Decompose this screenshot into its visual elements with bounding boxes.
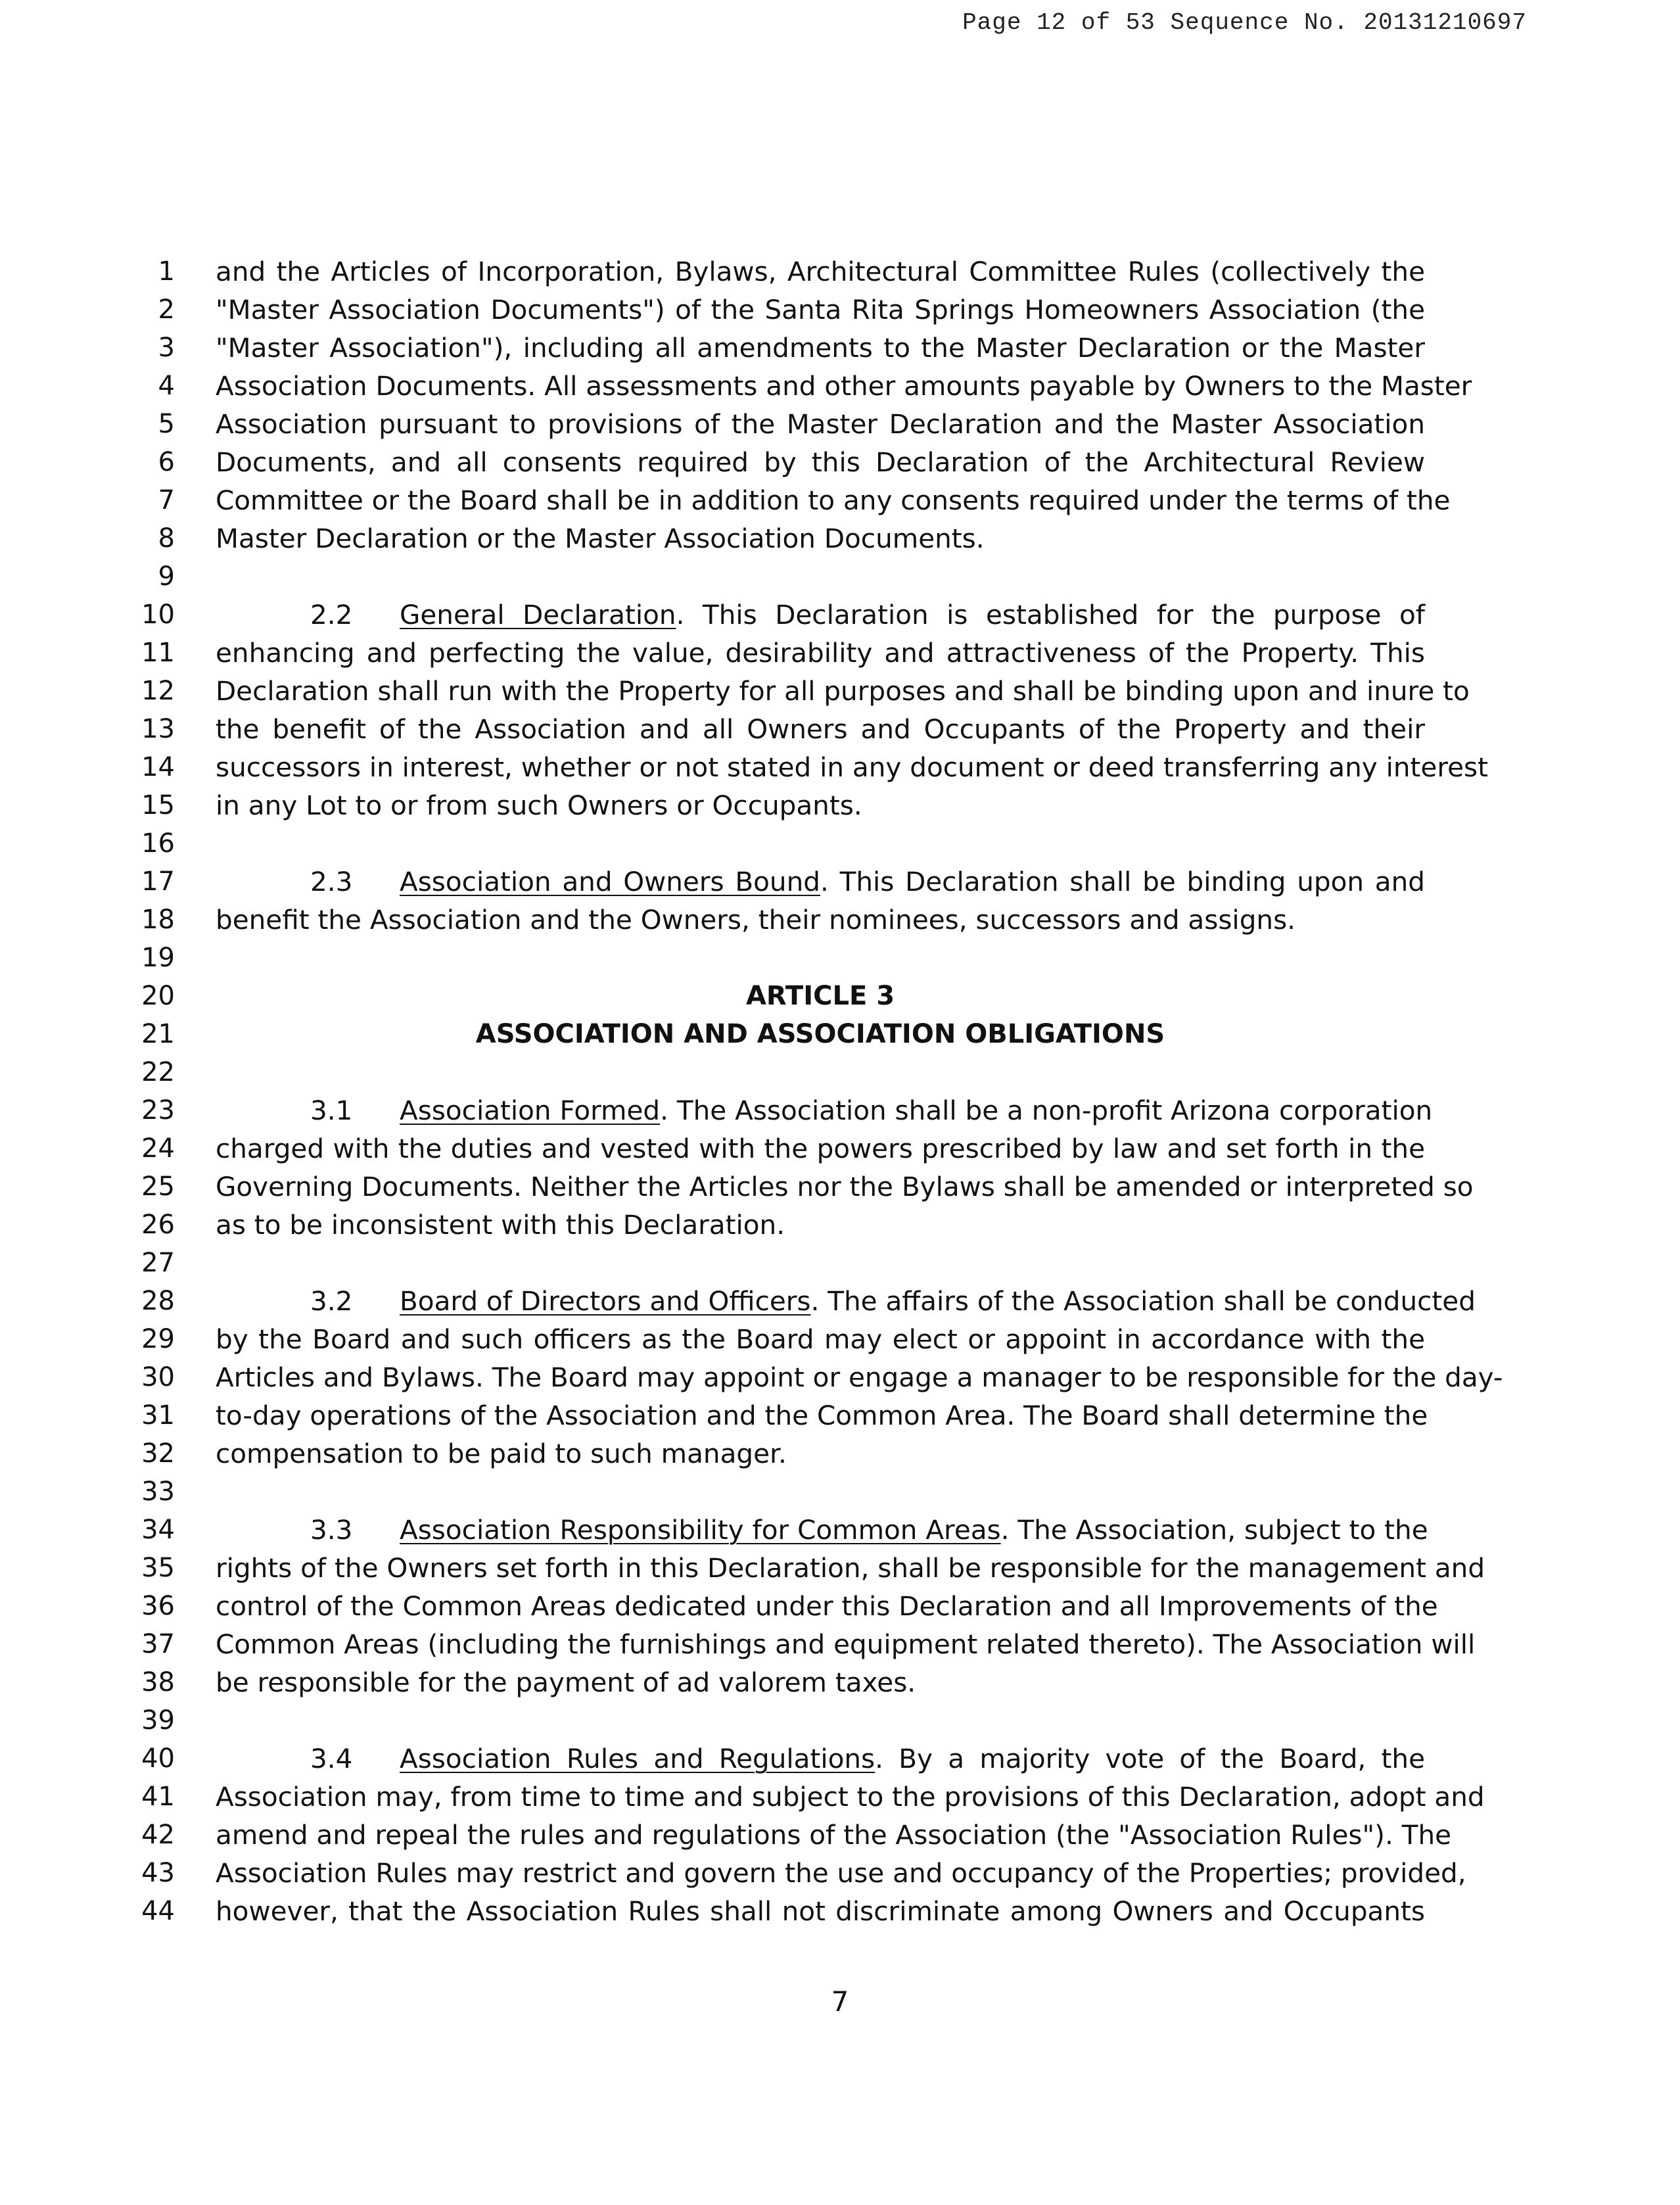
section-title: Association Rules and Regulations bbox=[400, 1743, 875, 1774]
section-title: General Declaration bbox=[400, 599, 676, 630]
line-number: 30 bbox=[141, 1362, 175, 1392]
section-number: 2.3 bbox=[310, 866, 353, 897]
line-number: 43 bbox=[141, 1858, 175, 1888]
article-title: ARTICLE 3 bbox=[745, 981, 895, 1011]
line-number: 14 bbox=[141, 752, 175, 782]
text-line-32: compensation to be paid to such manager. bbox=[216, 1438, 787, 1469]
section-title: Association Responsibility for Common Areas bbox=[400, 1514, 1001, 1546]
line-number: 3 bbox=[158, 333, 175, 363]
line-number: 6 bbox=[158, 447, 175, 477]
text-line-1: and the Articles of Incorporation, Bylaws, Architectural Committee Rules (collectively the bbox=[216, 256, 1425, 287]
page-number: 7 bbox=[831, 1985, 849, 2018]
section-title: Association Formed bbox=[400, 1095, 661, 1126]
text-line-18: benefit the Association and the Owners, their nominees, successors and assigns. bbox=[216, 904, 1296, 936]
line-number: 1 bbox=[158, 256, 175, 287]
text-line-4: Association Documents. All assessments and other amounts payable by Owners to the Master bbox=[216, 370, 1472, 402]
section-text: . The Association shall be a non-profit Arizona corporation bbox=[660, 1095, 1433, 1126]
section-title: Board of Directors and Officers bbox=[400, 1285, 811, 1317]
text-line-5: Association pursuant to provisions of the Master Declaration and the Master Association bbox=[216, 408, 1425, 440]
text-line-44: however, that the Association Rules shall not discriminate among Owners and Occupants bbox=[216, 1895, 1425, 1927]
line-number: 11 bbox=[141, 638, 175, 668]
line-number: 18 bbox=[141, 905, 175, 935]
line-number: 21 bbox=[141, 1019, 175, 1049]
line-number: 15 bbox=[141, 790, 175, 820]
line-number: 8 bbox=[158, 523, 175, 554]
text-line-35: rights of the Owners set forth in this Declaration, shall be responsible for the management and bbox=[216, 1552, 1485, 1584]
section-3-2-heading-line bbox=[310, 1282, 1476, 1320]
text-line-2: "Master Association Documents") of the Santa Rita Springs Homeowners Association (the bbox=[216, 294, 1425, 325]
text-line-30: Articles and Bylaws. The Board may appoint or engage a manager to be responsible for the day- bbox=[216, 1362, 1503, 1393]
line-number: 39 bbox=[141, 1705, 175, 1736]
text-line-24: charged with the duties and vested with the powers prescribed by law and set forth in the bbox=[216, 1133, 1425, 1164]
text-line-8: Master Declaration or the Master Association Documents. bbox=[216, 523, 985, 554]
section-number: 3.3 bbox=[310, 1514, 353, 1546]
text-line-37: Common Areas (including the furnishings and equipment related thereto). The Association will bbox=[216, 1628, 1476, 1660]
section-number: 2.2 bbox=[310, 599, 353, 630]
line-number: 16 bbox=[141, 828, 175, 859]
line-number: 17 bbox=[141, 866, 175, 897]
line-number: 12 bbox=[141, 676, 175, 706]
line-number: 36 bbox=[141, 1591, 175, 1621]
line-number: 35 bbox=[141, 1553, 175, 1583]
line-number: 7 bbox=[158, 485, 175, 515]
text-line-38: be responsible for the payment of ad valorem taxes. bbox=[216, 1667, 916, 1698]
line-number: 34 bbox=[141, 1515, 175, 1545]
text-line-29: by the Board and such officers as the Board may elect or appoint in accordance with the bbox=[216, 1323, 1425, 1355]
text-line-25: Governing Documents. Neither the Articles nor the Bylaws shall be amended or interpreted so bbox=[216, 1171, 1474, 1202]
line-number: 31 bbox=[141, 1400, 175, 1431]
text-line-3: "Master Association"), including all amendments to the Master Declaration or the Master bbox=[216, 332, 1425, 364]
line-number: 9 bbox=[158, 561, 175, 592]
text-line-11: enhancing and perfecting the value, desirability and attractiveness of the Property. This bbox=[216, 637, 1425, 669]
line-number: 5 bbox=[158, 409, 175, 439]
section-text: . This Declaration is established for the purpose of bbox=[676, 599, 1425, 630]
text-line-14: successors in interest, whether or not stated in any document or deed transferring any interest bbox=[216, 751, 1488, 783]
line-number: 40 bbox=[141, 1743, 175, 1774]
line-number: 37 bbox=[141, 1629, 175, 1659]
line-number: 23 bbox=[141, 1095, 175, 1126]
section-3-4-heading-line bbox=[310, 1740, 1425, 1778]
text-line-13: the benefit of the Association and all Owners and Occupants of the Property and their bbox=[216, 713, 1425, 745]
text-line-43: Association Rules may restrict and govern the use and occupancy of the Properties; provided, bbox=[216, 1857, 1466, 1889]
line-number: 24 bbox=[141, 1133, 175, 1164]
line-number: 10 bbox=[141, 600, 175, 630]
line-number: 13 bbox=[141, 714, 175, 744]
text-line-26: as to be inconsistent with this Declaration. bbox=[216, 1209, 785, 1241]
line-number: 27 bbox=[141, 1248, 175, 1278]
text-line-15: in any Lot to or from such Owners or Occupants. bbox=[216, 790, 862, 821]
line-number: 42 bbox=[141, 1820, 175, 1850]
line-number: 4 bbox=[158, 371, 175, 401]
line-number: 19 bbox=[141, 943, 175, 973]
section-text: . This Declaration shall be binding upon and bbox=[820, 866, 1425, 897]
section-text: . The Association, subject to the bbox=[1000, 1514, 1428, 1546]
section-2-3-heading-line bbox=[310, 863, 1425, 901]
line-number: 32 bbox=[141, 1438, 175, 1469]
section-2-2-heading-line bbox=[310, 596, 1425, 634]
section-title: Association and Owners Bound bbox=[400, 866, 820, 897]
line-number: 28 bbox=[141, 1286, 175, 1316]
line-number: 33 bbox=[141, 1477, 175, 1507]
text-line-6: Documents, and all consents required by this Declaration of the Architectural Review bbox=[216, 446, 1425, 478]
section-number: 3.4 bbox=[310, 1743, 353, 1774]
text-line-42: amend and repeal the rules and regulations of the Association (the "Association Rules"). The bbox=[216, 1819, 1452, 1851]
line-number: 2 bbox=[158, 295, 175, 325]
section-3-3-heading-line bbox=[310, 1511, 1428, 1549]
text-line-12: Declaration shall run with the Property for all purposes and shall be binding upon and inure to bbox=[216, 675, 1470, 707]
text-line-7: Committee or the Board shall be in addition to any consents required under the terms of the bbox=[216, 485, 1451, 516]
article-subtitle: ASSOCIATION AND ASSOCIATION OBLIGATIONS bbox=[475, 1019, 1165, 1049]
line-number: 44 bbox=[141, 1896, 175, 1926]
page-sequence-header: Page 12 of 53 Sequence No. 20131210697 bbox=[962, 9, 1527, 36]
section-text: . By a majority vote of the Board, the bbox=[875, 1743, 1425, 1774]
section-text: . The affairs of the Association shall be conducted bbox=[810, 1285, 1476, 1317]
text-line-31: to-day operations of the Association and the Common Area. The Board shall determine the bbox=[216, 1400, 1428, 1431]
line-number: 41 bbox=[141, 1782, 175, 1812]
line-number: 22 bbox=[141, 1057, 175, 1087]
section-number: 3.1 bbox=[310, 1095, 353, 1126]
text-line-36: control of the Common Areas dedicated under this Declaration and all Improvements of the bbox=[216, 1590, 1438, 1622]
line-number: 25 bbox=[141, 1172, 175, 1202]
section-3-1-heading-line bbox=[310, 1091, 1433, 1129]
text-line-41: Association may, from time to time and subject to the provisions of this Declaration, adopt and bbox=[216, 1781, 1485, 1813]
line-number: 38 bbox=[141, 1667, 175, 1697]
section-number: 3.2 bbox=[310, 1285, 353, 1317]
line-number: 29 bbox=[141, 1324, 175, 1354]
line-number: 26 bbox=[141, 1210, 175, 1240]
line-number: 20 bbox=[141, 981, 175, 1011]
